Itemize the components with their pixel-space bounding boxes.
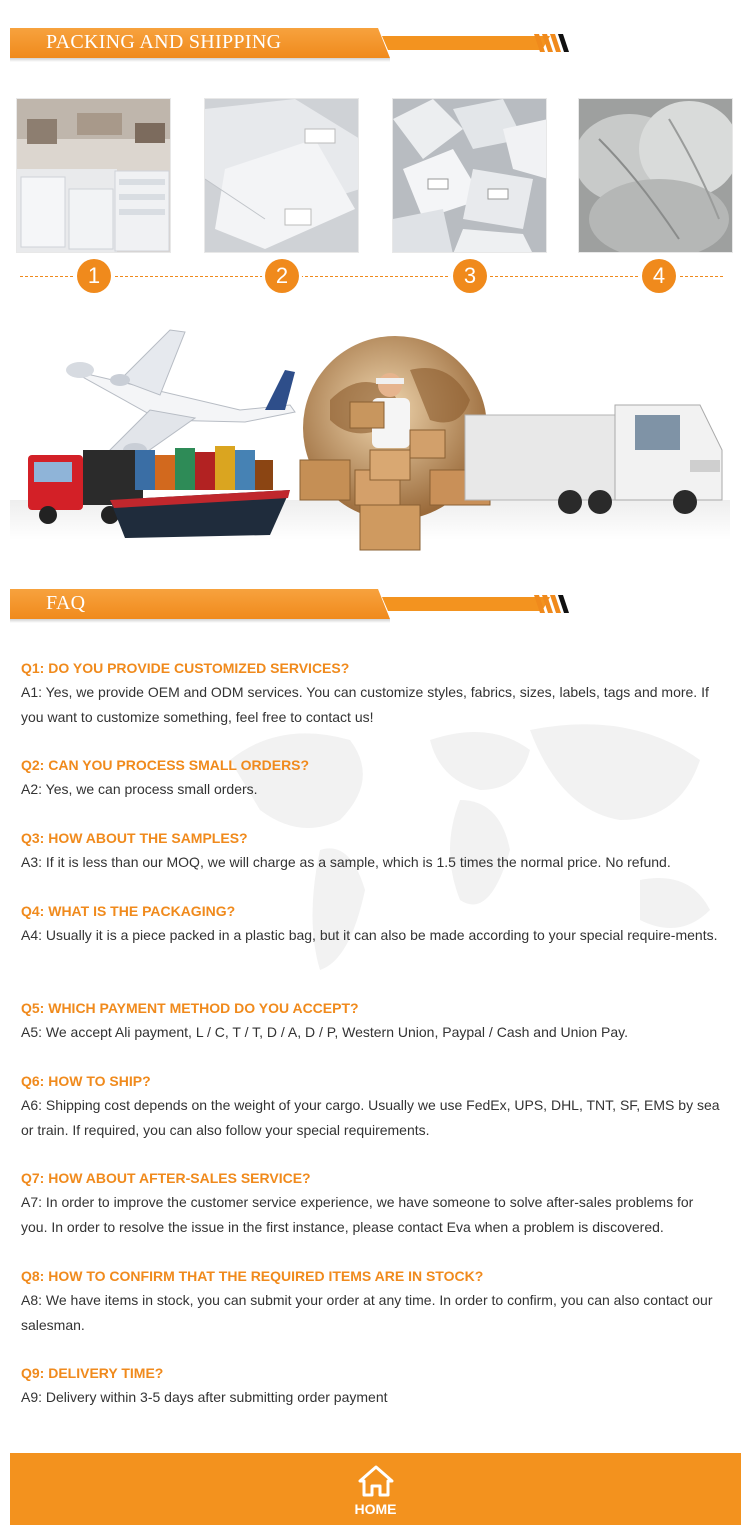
step-badge: 1 [77, 259, 111, 293]
step-badge: 4 [642, 259, 676, 293]
faq-answer: A6: Shipping cost depends on the weight of your cargo. Usually we use FedEx, UPS, DHL, TNT, SF, EMS by sea or train. If required, you can also follow your special requirements. [21, 1097, 720, 1138]
faq-answer: A2: Yes, we can process small orders. [21, 781, 258, 797]
packing-photo-sacks [578, 98, 733, 253]
faq-question: Q1: DO YOU PROVIDE CUSTOMIZED SERVICES? [21, 660, 350, 676]
logistics-illustration [10, 310, 730, 555]
step-badge: 2 [265, 259, 299, 293]
faq-question: Q7: HOW ABOUT AFTER-SALES SERVICE? [21, 1170, 311, 1186]
white-truck-icon [465, 405, 722, 514]
faq-item [21, 656, 721, 729]
faq-question: Q5: WHICH PAYMENT METHOD DO YOU ACCEPT? [21, 1000, 359, 1016]
faq-answer: A1: Yes, we provide OEM and ODM services. You can customize styles, fabrics, sizes, labels, tags and more. If you want to customize something, feel free to contact us! [21, 684, 709, 725]
faq-item [21, 1264, 721, 1337]
section-title: PACKING AND SHIPPING [46, 31, 282, 53]
home-icon[interactable] [358, 1465, 394, 1497]
faq-item [21, 1361, 721, 1410]
faq-question: Q4: WHAT IS THE PACKAGING? [21, 903, 236, 919]
faq-answer: A4: Usually it is a piece packed in a plastic bag, but it can also be made according to your special require-ments. [21, 927, 718, 943]
header-slashes-icon [534, 593, 576, 615]
faq-answer: A3: If it is less than our MOQ, we will charge as a sample, which is 1.5 times the normal price. No refund. [21, 854, 671, 870]
faq-answer: A5: We accept Ali payment, L / C, T / T, D / A, D / P, Western Union, Paypal / Cash and Union Pay. [21, 1024, 628, 1040]
header-slashes-icon [534, 32, 576, 54]
faq-question: Q8: HOW TO CONFIRM THAT THE REQUIRED ITEMS ARE IN STOCK? [21, 1268, 484, 1284]
faq-question: Q2: CAN YOU PROCESS SMALL ORDERS? [21, 757, 310, 773]
faq-item [21, 1069, 721, 1142]
home-label[interactable]: HOME [354, 1501, 397, 1517]
steps-divider [20, 276, 723, 277]
packing-photo-warehouse [16, 98, 171, 253]
packing-photo-bags [204, 98, 359, 253]
faq-item [21, 826, 721, 875]
faq-item [21, 1166, 721, 1239]
faq-item [21, 899, 721, 948]
faq-question: Q3: HOW ABOUT THE SAMPLES? [21, 830, 248, 846]
packing-photo-parcels [392, 98, 547, 253]
faq-item [21, 753, 721, 802]
header-bar [382, 597, 550, 611]
faq-answer: A8: We have items in stock, you can submit your order at any time. In order to confirm, you can also contact our salesman. [21, 1292, 713, 1333]
step-badge: 3 [453, 259, 487, 293]
faq-header [10, 589, 566, 619]
section-title: FAQ [46, 592, 86, 614]
packing-shipping-header [10, 28, 566, 58]
header-bar [382, 36, 550, 50]
faq-answer: A9: Delivery within 3-5 days after submitting order payment [21, 1389, 388, 1405]
faq-question: Q6: HOW TO SHIP? [21, 1073, 151, 1089]
home-footer-button[interactable] [10, 1453, 741, 1525]
faq-question: Q9: DELIVERY TIME? [21, 1365, 164, 1381]
faq-answer: A7: In order to improve the customer service experience, we have someone to solve after-sales problems for you. In order to resolve the issue in the first instance, please contact Eva when a problem is discovered. [21, 1194, 694, 1235]
faq-item [21, 996, 721, 1045]
